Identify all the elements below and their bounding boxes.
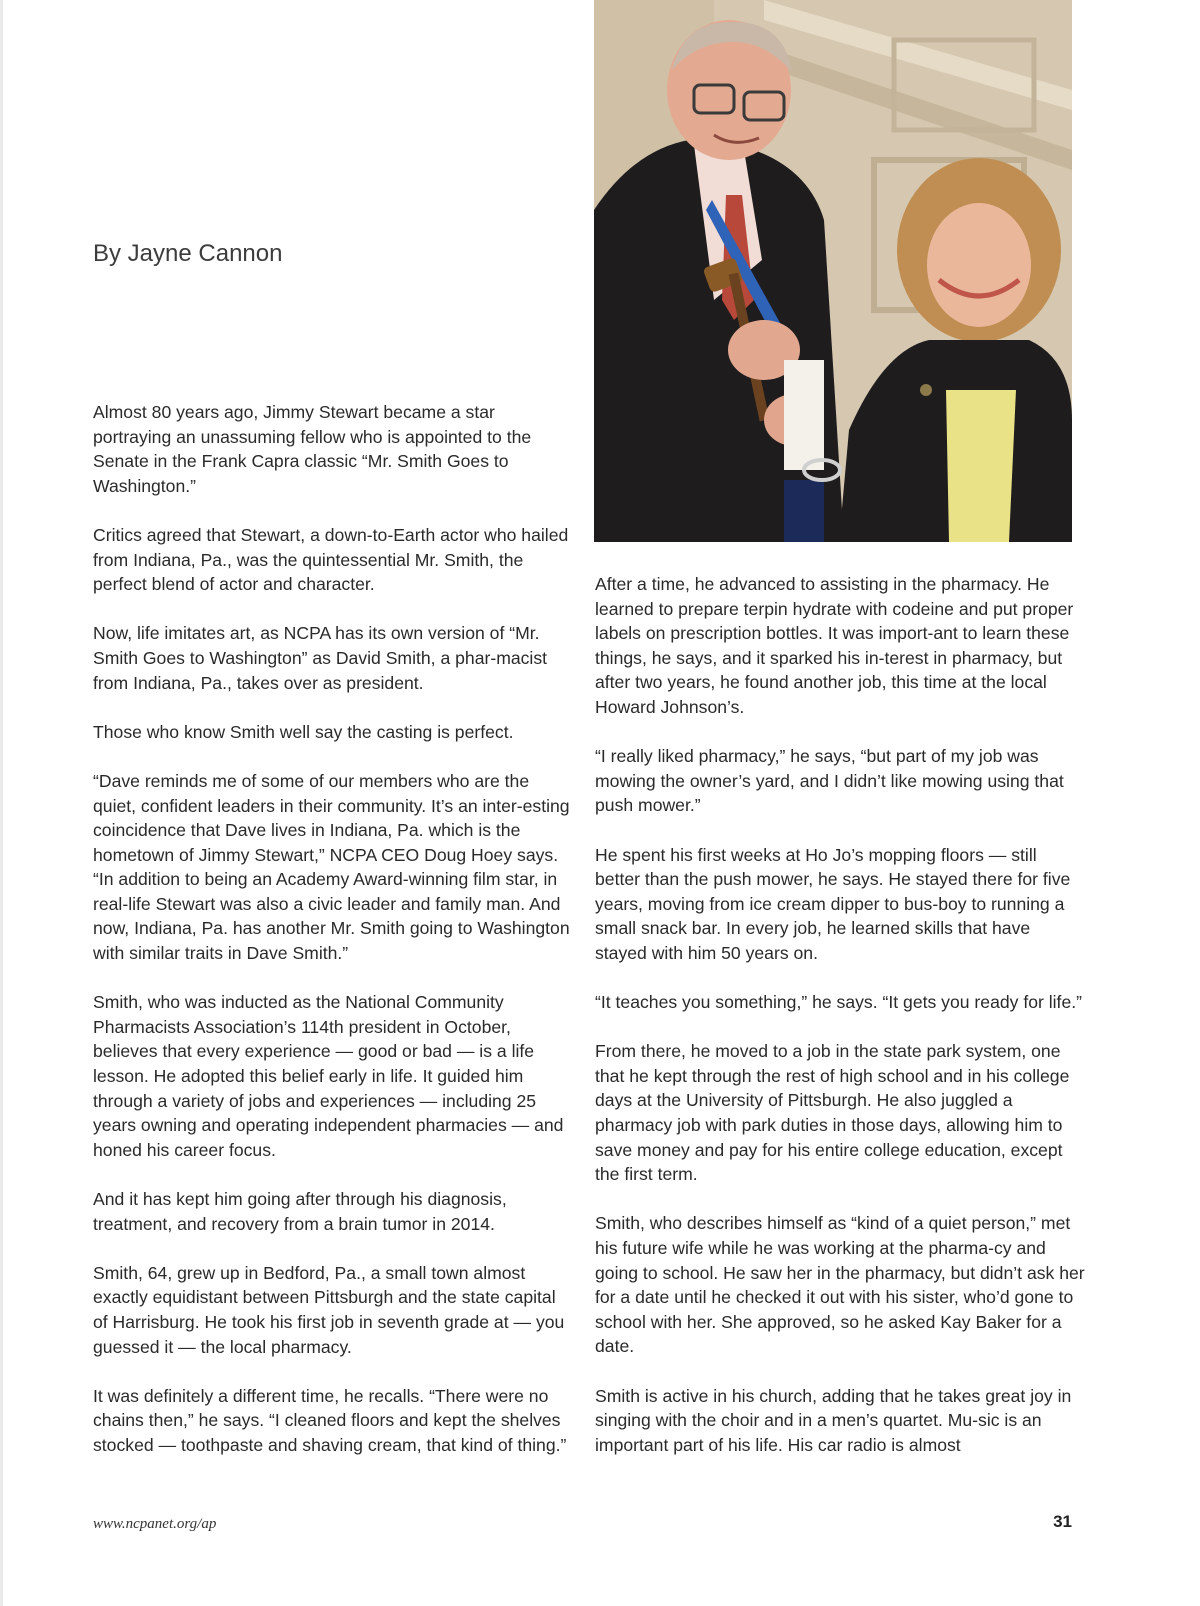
paragraph: Critics agreed that Stewart, a down-to-Earth actor who hailed from Indiana, Pa., was the quintessential Mr. Smith, the perfect blend of actor and character. [93, 524, 569, 595]
page-edge [0, 0, 3, 1606]
paragraph: Smith, who describes himself as “kind of a quiet person,” met his future wife while he was working at the pharma-cy and going to school. He saw her in the pharmacy, but didn’t ask her for a date until he checked it out with his sister, who’d gone to school with her. She approved, so he asked Kay Baker for a date. [595, 1213, 1085, 1357]
article-column-right [595, 572, 1085, 1482]
byline: By Jayne Cannon [93, 240, 283, 267]
paragraph: “Dave reminds me of some of our members who are the quiet, confident leaders in their community. It’s an inter-esting coincidence that Dave lives in Indiana, Pa. which is the hometown of Jimmy Stewart,” NCPA CEO Doug Hoey says. “In addition to being an Academy Award-winning film star, in real-life Stewart was also a civic leader and family man. And now, Indiana, Pa. has another Mr. Smith going to Washington with similar traits in Dave Smith.” [93, 770, 570, 964]
paragraph: Smith, who was inducted as the National Community Pharmacists Association’s 114th president in October, believes that every experience — good or bad — is a life lesson. He adopted this belief early in life. It guided him through a variety of jobs and experiences — including 25 years owning and operating independent pharmacies — and honed his career focus. [93, 992, 564, 1160]
paragraph: It was definitely a different time, he recalls. “There were no chains then,” he says. “I cleaned floors and kept the shelves stocked — toothpaste and shaving cream, that kind of thing.” [93, 1385, 567, 1455]
paragraph: From there, he moved to a job in the state park system, one that he kept through the rest of high school and in his college days at the University of Pittsburgh. He also juggled a pharmacy job with park duties in those days, allowing him to save money and pay for his entire college education, except the first term. [595, 1041, 1070, 1185]
paragraph: Smith, 64, grew up in Bedford, Pa., a small town almost exactly equidistant between Pittsburgh and the state capital of Harrisburg. He took his first job in seventh grade at — you guessed it — the local pharmacy. [93, 1262, 565, 1357]
paragraph: Now, life imitates art, as NCPA has its own version of “Mr. Smith Goes to Washington” as David Smith, a phar-macist from Indiana, Pa., takes over as president. [93, 623, 548, 693]
page-number: 31 [1053, 1512, 1072, 1531]
article-column-left [93, 400, 575, 1482]
paragraph: Those who know Smith well say the casting is perfect. [93, 721, 514, 742]
paragraph: And it has kept him going after through his diagnosis, treatment, and recovery from a brain tumor in 2014. [93, 1189, 507, 1234]
paragraph: After a time, he advanced to assisting in the pharmacy. He learned to prepare terpin hydrate with codeine and put proper labels on prescription bottles. It was import-ant to learn these things, he says, and it sparked his in-terest in pharmacy, but after two years, he found another job, this time at the local Howard Johnson’s. [595, 574, 1074, 717]
paragraph: “I really liked pharmacy,” he says, “but part of my job was mowing the owner’s yard, and I didn’t like mowing using that push mower.” [595, 746, 1064, 816]
paragraph: “It teaches you something,” he says. “It gets you ready for life.” [595, 992, 1082, 1013]
article-photo [594, 0, 1072, 542]
paragraph: Almost 80 years ago, Jimmy Stewart became a star portraying an unassuming fellow who is appointed to the Senate in the Frank Capra classic “Mr. Smith Goes to Washington.” [93, 402, 532, 496]
paragraph: Smith is active in his church, adding that he takes great joy in singing with the choir and in a men’s quartet. Mu-sic is an important part of his life. His car radio is almost [595, 1385, 1072, 1455]
paragraph: He spent his first weeks at Ho Jo’s mopping floors — still better than the push mower, he says. He stayed there for five years, moving from ice cream dipper to bus-boy to running a small snack bar. In every job, he learned skills that have stayed with him 50 years on. [595, 844, 1071, 963]
footer-url[interactable]: www.ncpanet.org/ap [93, 1516, 217, 1532]
